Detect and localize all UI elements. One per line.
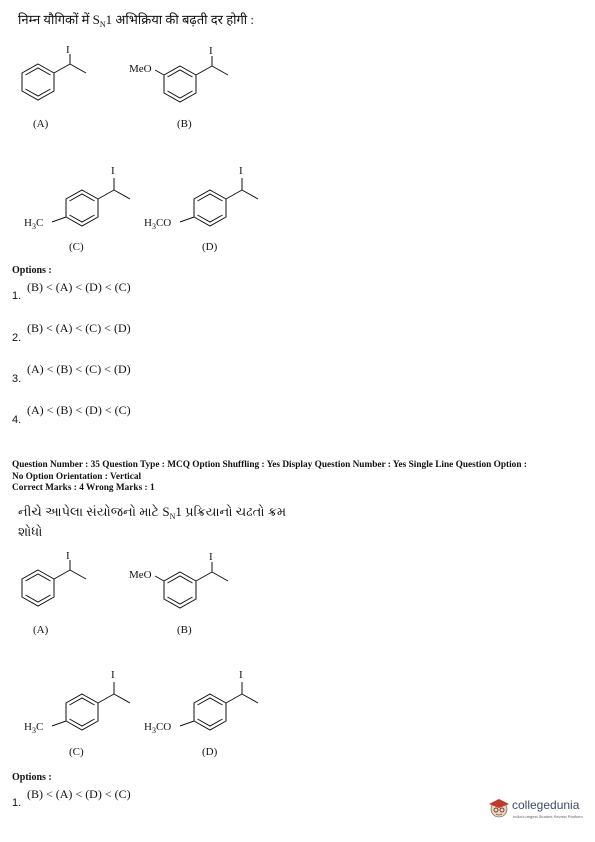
structure-b <box>125 44 245 116</box>
option-3-text[interactable]: (A) < (B) < (C) < (D) <box>27 362 131 376</box>
option-1-number: 1. <box>12 797 22 809</box>
option-1-text[interactable]: (B) < (A) < (D) < (C) <box>27 787 131 801</box>
structure-b <box>125 550 245 622</box>
meo-label: MeO <box>129 569 152 581</box>
svg-text:H3CO: $H_3CO$ <box>144 217 172 231</box>
logo-name: collegedunia <box>512 798 580 812</box>
svg-text:H3CO: $H_3CO$ <box>144 721 172 735</box>
meo-label: MeO <box>129 63 152 75</box>
iodo-label: I <box>209 551 213 563</box>
question-35-text: નીચે આપેલા સંયોજનો માટે $S_N1$ પ્રક્રિયાનો ચઢતો ક્રમ <box>18 504 287 521</box>
option-3-number: 3. <box>12 373 22 385</box>
option-1-text[interactable]: (B) < (A) < (D) < (C) <box>27 280 131 294</box>
iodo-label: I <box>111 669 115 681</box>
svg-text:H3C: $H_3C$ <box>24 721 44 735</box>
label-b: (B) <box>177 624 192 636</box>
structure-c <box>20 664 150 744</box>
structure-d <box>140 160 280 240</box>
iodo-label: I <box>66 44 70 56</box>
logo-tagline: India's largest Student Review Platform <box>513 814 583 819</box>
structure-a <box>10 550 100 620</box>
option-2-number: 2. <box>12 332 22 344</box>
option-4-text[interactable]: (A) < (B) < (D) < (C) <box>27 403 131 417</box>
structure-c <box>20 160 150 240</box>
option-4-number: 4. <box>12 414 22 426</box>
question-35-meta: Question Number : 35 Question Type : MCQ Option Shuffling : Yes Display Question Number : Yes Single Line Question Option : No Option Orientation : Vertical Correct Marks : 4 Wrong Marks : 1 <box>12 460 527 493</box>
structure-a <box>10 44 100 114</box>
iodo-label: I <box>239 669 243 681</box>
question-34-text: निम्न यौगिकों में $S_N1$ अभिक्रिया की बढ़ती दर होगी : <box>18 12 255 29</box>
label-a: (A) <box>33 624 49 636</box>
iodo-label: I <box>209 45 213 57</box>
structure-d <box>140 664 280 744</box>
label-b: (B) <box>177 118 192 130</box>
collegedunia-logo <box>487 796 591 826</box>
label-a: (A) <box>33 118 49 130</box>
h3co-h: H <box>144 217 152 229</box>
question-35-text-line2: શોધો <box>18 524 43 539</box>
iodo-label: I <box>239 165 243 177</box>
label-d: (D) <box>202 241 218 253</box>
options-heading: Options : <box>12 772 52 783</box>
options-heading: Options : <box>12 265 52 276</box>
iodo-label: I <box>66 550 70 562</box>
label-c: (C) <box>69 746 84 758</box>
label-c: (C) <box>69 241 84 253</box>
option-2-text[interactable]: (B) < (A) < (C) < (D) <box>27 321 131 335</box>
label-d: (D) <box>202 746 218 758</box>
iodo-label: I <box>111 165 115 177</box>
option-1-number: 1. <box>12 290 22 302</box>
mascot-icon <box>487 796 511 824</box>
svg-text:H3C: $H_3C$ <box>24 217 44 231</box>
h3c-h: H <box>24 217 32 229</box>
